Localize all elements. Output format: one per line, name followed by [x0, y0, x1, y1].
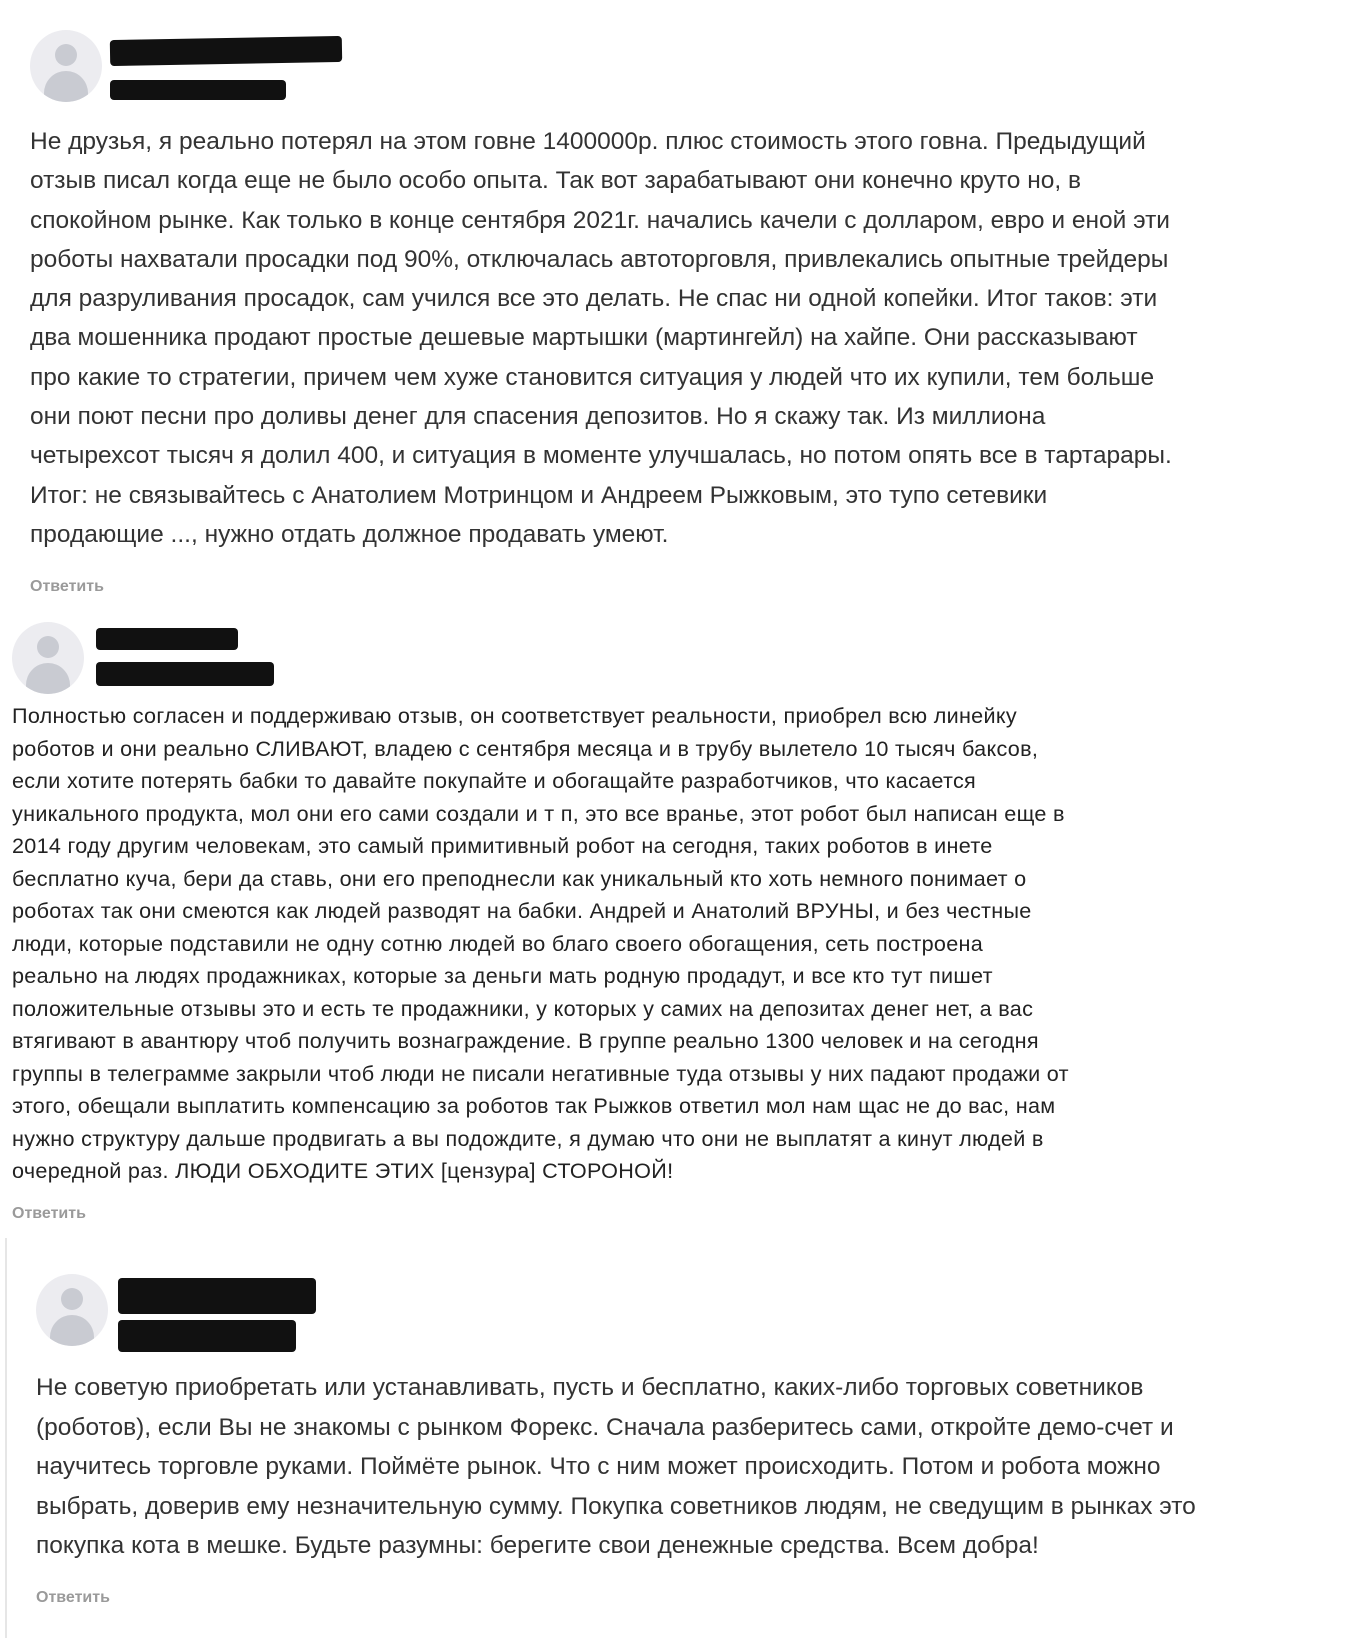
avatar[interactable]	[36, 1274, 108, 1346]
avatar-head-shape	[61, 1288, 83, 1310]
avatar-body-shape	[50, 1315, 94, 1346]
reply-thread-line	[5, 1238, 7, 1638]
reply-link[interactable]: Ответить	[36, 1589, 110, 1606]
author-name-redacted	[110, 36, 342, 66]
comment-text: Полностью согласен и поддерживаю отзыв, он соответствует реальности, приобрел всю линейку роботов и они реально СЛИВАЮТ, владею с сентября месяца и в трубу вылетело 10 тысяч баксов, если хотите потерять бабки то давайте покупайте и обогащайте разработчиков, что касается уникального продукта, мол они его сами создали и т п, это все вранье, этот робот был написан еще в 2014 году другим человекам, это самый примитивный робот на сегодня, таких роботов в инете бесплатно куча, бери да ставь, они его преподнесли как уникальный кто хоть немного понимает о роботах так они смеются как людей разводят на бабки. Андрей и Анатолий ВРУНЫ, и без честные люди, которые подставили не одну сотню людей во благо своего обогащения, сеть построена реально на людях продажниках, которые за деньги мать родную продадут, и все кто тут пишет положительные отзывы это и есть те продажники, у которых у самих на депозитах денег нет, а вас втягивают в авантюру чтоб получить вознаграждение. В группе реально 1300 человек и на сегодня группы в телеграмме закрыли чтоб люди не писали негативные туда отзывы у них падают продажи от этого, обещали выплатить компенсацию за роботов так Рыжков ответил мол нам щас не до вас, нам нужно структуру дальше продвигать а вы подождите, я думаю что они не выплатят а кинут людей в очередной раз. ЛЮДИ ОБХОДИТЕ ЭТИХ [цензура] СТОРОНОЙ!	[12, 703, 1069, 1183]
avatar-head-shape	[55, 44, 77, 66]
comment-text: Не друзья, я реально потерял на этом говне 1400000р. плюс стоимость этого говна. Предыдущий отзыв писал когда еще не было особо опыта. Так вот зарабатывают они конечно круто но, в спокойном рынке. Как только в конце сентября 2021г. начались качели с долларом, евро и еной эти роботы нахватали просадки под 90%, отключалась автоторговля, привлекались опытные трейдеры для разруливания просадок, сам учился все это делать. Не спас ни одной копейки. Итог таков: эти два мошенника продают простые дешевые мартышки (мартингейл) на хайпе. Они рассказывают про какие то стратегии, причем чем хуже становится ситуация у людей что их купили, тем больше они поют песни про доливы денег для спасения депозитов. Но я скажу так. Из миллиона четырехсот тысяч я долил 400, и ситуация в моменте улучшалась, но потом опять все в тартарары. Итог: не связывайтесь с Анатолием Мотринцом и Андреем Рыжковым, это тупо сетевики продающие ..., нужно отдать должное продавать умеют.	[30, 128, 1172, 548]
avatar-body-shape	[44, 71, 88, 102]
avatar[interactable]	[30, 30, 102, 102]
avatar-body-shape	[26, 663, 70, 694]
author-name-redacted	[96, 628, 238, 650]
comment-date-redacted	[118, 1320, 296, 1352]
reply-link[interactable]: Ответить	[12, 1205, 86, 1222]
comment-text: Не советую приобретать или устанавливать, пусть и бесплатно, каких-либо торговых советников (роботов), если Вы не знакомы с рынком Форекс. Сначала разберитесь сами, откройте демо-счет и научитесь торговле руками. Поймёте рынок. Что с ним может происходить. Потом и робота можно выбрать, доверив ему незначительную сумму. Покупка советников людям, не сведущим в рынках это покупка кота в мешке. Будьте разумны: берегите свои денежные средства. Всем добра!	[36, 1374, 1196, 1559]
avatar[interactable]	[12, 622, 84, 694]
avatar-head-shape	[37, 636, 59, 658]
comment-date-redacted	[110, 80, 286, 100]
author-name-redacted	[118, 1278, 316, 1314]
reply-link[interactable]: Ответить	[30, 578, 104, 595]
comment-date-redacted	[96, 662, 274, 686]
